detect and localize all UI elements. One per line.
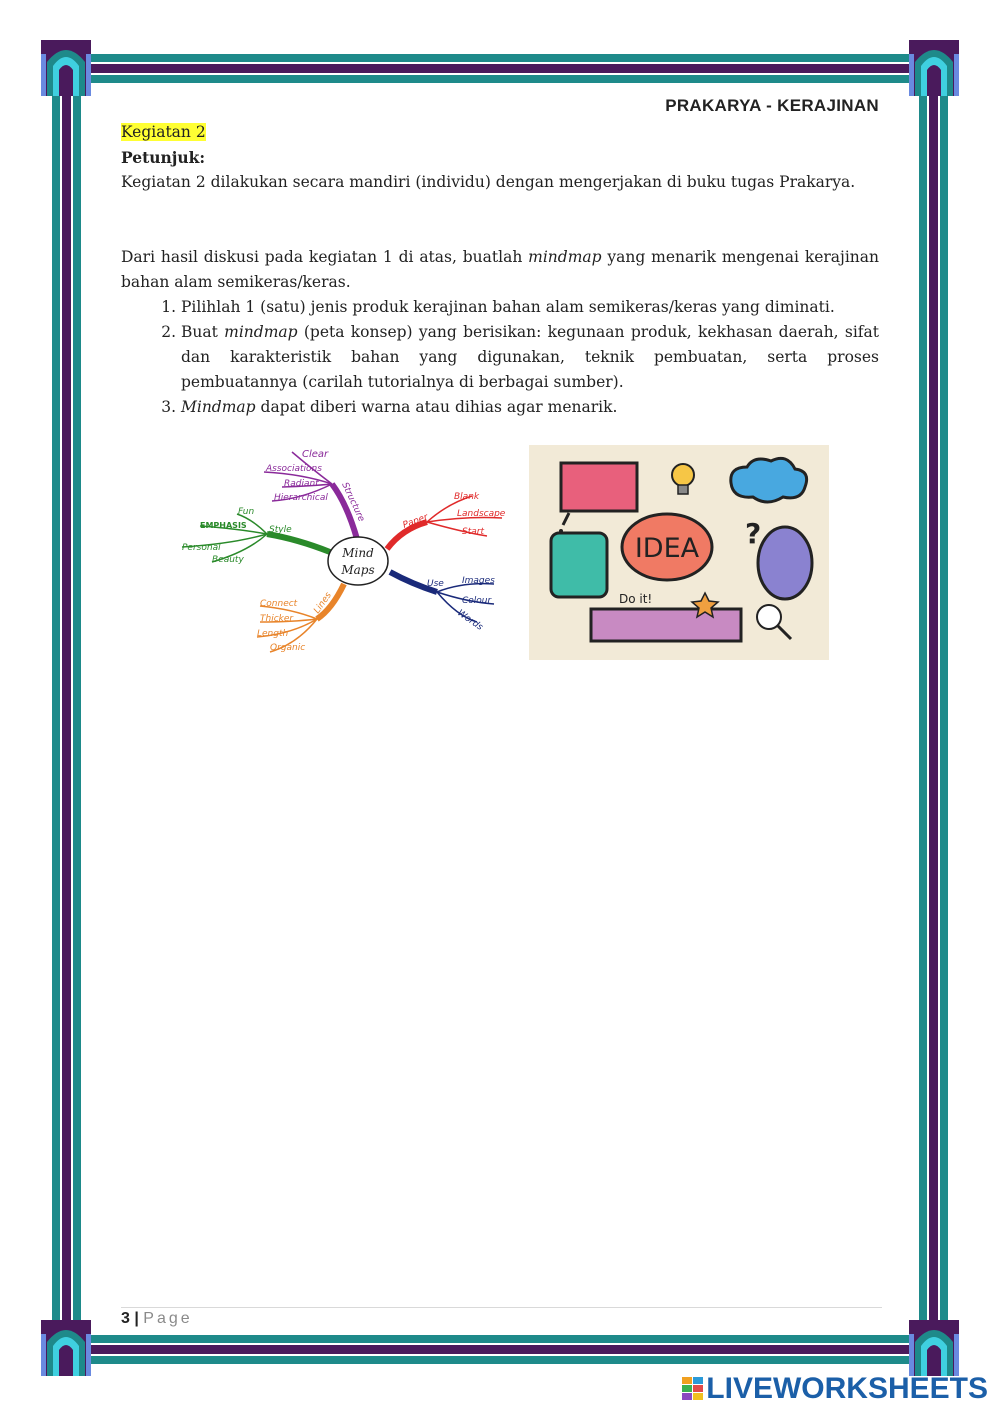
intro-italic: mindmap bbox=[528, 248, 602, 266]
liveworksheets-logo bbox=[682, 1372, 988, 1406]
page-content bbox=[121, 120, 879, 420]
mindmap-leaf: Thicker bbox=[260, 614, 294, 624]
liveworksheets-icon bbox=[682, 1375, 704, 1403]
mindmap-leaf: Beauty bbox=[212, 555, 244, 565]
illustrations bbox=[172, 444, 832, 664]
mindmap-branch: Style bbox=[269, 525, 292, 535]
page-label: Page bbox=[143, 1310, 193, 1327]
mindmap-leaf: Hierarchical bbox=[274, 493, 328, 503]
header-title: PRAKARYA - KERAJINAN bbox=[665, 96, 879, 115]
footer-divider bbox=[121, 1307, 882, 1308]
mindmap-branch: Use bbox=[427, 579, 444, 589]
mindmap-leaf: EMPHASIS bbox=[200, 521, 247, 530]
mindmap-branch: Structure bbox=[339, 481, 367, 524]
list-item: 3. Mindmap dapat diberi warna atau dihias agar menarik. bbox=[181, 395, 879, 420]
page-footer bbox=[121, 1310, 193, 1328]
corner-ornament-top-right bbox=[909, 40, 959, 96]
mindmap-center: Maps bbox=[341, 563, 375, 577]
page-number: 3 bbox=[121, 1310, 130, 1327]
mindmap-leaf: Organic bbox=[270, 643, 306, 653]
mindmap-leaf: Connect bbox=[260, 599, 298, 609]
idea-illustration bbox=[529, 445, 829, 660]
list-item: 2. Buat mindmap (peta konsep) yang berisikan: kegunaan produk, kekhasan daerah, sifat dan karakteristik bahan yang digunakan, teknik pembuatan, serta proses pembuatannya (carilah tutorialnya di berbagai sumber). bbox=[181, 320, 879, 395]
corner-ornament-bottom-right bbox=[909, 1320, 959, 1376]
mindmap-leaf: Blank bbox=[454, 492, 480, 502]
mindmap-leaf: Associations bbox=[266, 464, 322, 474]
activity-heading-text: Kegiatan 2 bbox=[121, 123, 206, 141]
mindmap-leaf: Fun bbox=[238, 507, 255, 517]
activity-heading bbox=[121, 120, 879, 145]
mindmap-leaf: Start bbox=[462, 527, 484, 537]
intro-part2: yang menarik mengenai kerajinan bahan alam semikeras/keras. bbox=[121, 248, 880, 291]
mindmap-leaf: Personal bbox=[182, 543, 221, 553]
mindmap-branch: Paper bbox=[401, 512, 430, 531]
intro-paragraph bbox=[121, 245, 879, 295]
mindmap-branch: Lines bbox=[312, 590, 334, 616]
question-mark: ? bbox=[745, 517, 762, 550]
mindmap-leaf: Colour bbox=[462, 596, 492, 606]
mindmap-leaf: Words bbox=[455, 608, 485, 633]
instructions-text: Kegiatan 2 dilakukan secara mandiri (individu) dengan mengerjakan di buku tugas Prakarya. bbox=[121, 173, 856, 191]
instructions-label: Petunjuk: bbox=[121, 148, 206, 167]
steps-list bbox=[121, 295, 879, 420]
mindmap-illustration bbox=[172, 444, 512, 664]
mindmap-leaf: Length bbox=[257, 629, 289, 639]
mindmap-leaf: Images bbox=[462, 576, 495, 586]
mindmap-leaf: Radiant bbox=[284, 479, 319, 489]
list-item: 1. Pilihlah 1 (satu) jenis produk kerajinan bahan alam semikeras/keras yang diminati. bbox=[181, 295, 879, 320]
intro-part1: Dari hasil diskusi pada kegiatan 1 di atas, buatlah bbox=[121, 248, 529, 266]
brand-name: LIVEWORKSHEETS bbox=[706, 1372, 988, 1405]
page-separator: | bbox=[134, 1310, 139, 1327]
corner-ornament-bottom-left bbox=[41, 1320, 91, 1376]
mindmap-leaf: Clear bbox=[302, 449, 329, 460]
idea-text: IDEA bbox=[634, 533, 700, 564]
corner-ornament-top-left bbox=[41, 40, 91, 96]
mindmap-leaf: Landscape bbox=[457, 509, 506, 519]
mindmap-center: Mind bbox=[342, 546, 374, 560]
do-it-note: Do it! bbox=[619, 592, 653, 606]
